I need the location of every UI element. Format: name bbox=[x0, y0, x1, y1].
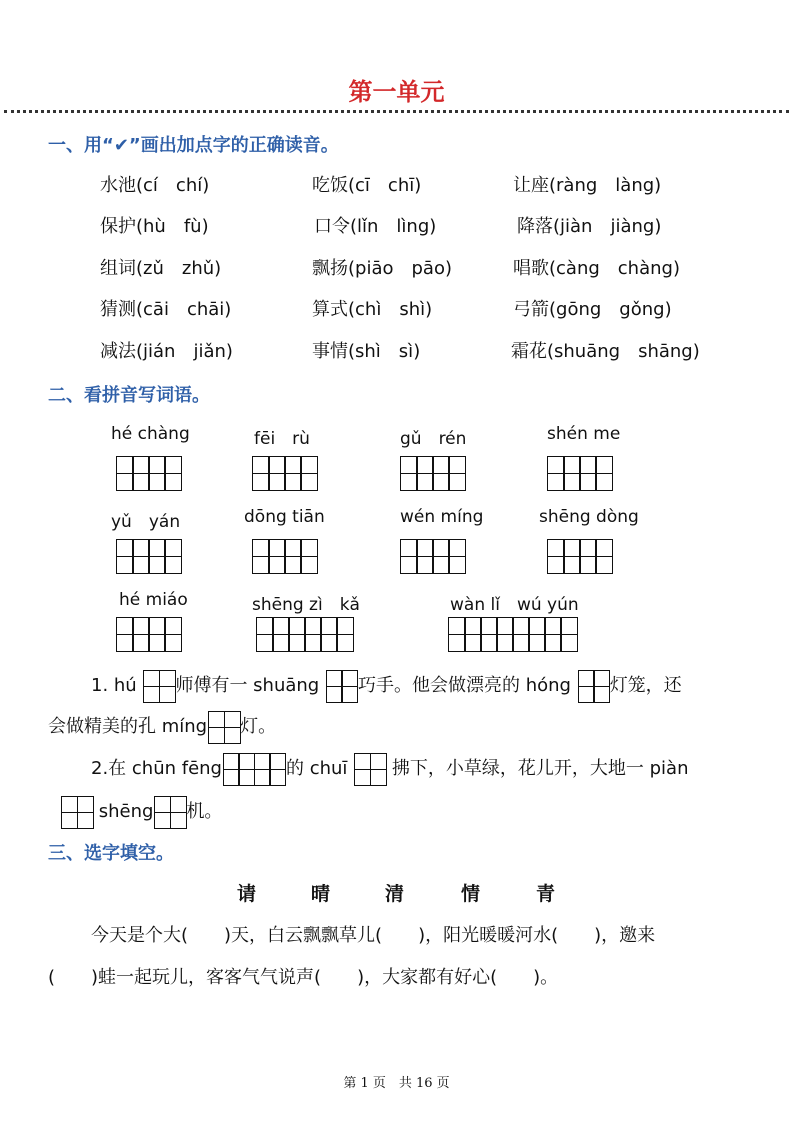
char-box[interactable] bbox=[154, 796, 185, 828]
pinyin-label: fēi rù bbox=[254, 429, 310, 449]
char-box[interactable] bbox=[578, 670, 609, 702]
pinyin-label: hé chàng bbox=[111, 424, 190, 444]
writing-grid[interactable] bbox=[116, 617, 180, 651]
char-box[interactable] bbox=[143, 670, 174, 702]
writing-grid[interactable] bbox=[400, 456, 464, 490]
sentence-2-line-2 bbox=[60, 796, 222, 828]
pronunciation-item: 算式(chì shì) bbox=[312, 299, 433, 320]
pronunciation-item: 水池(cí chí) bbox=[100, 175, 210, 196]
writing-grid[interactable] bbox=[252, 456, 316, 490]
pronunciation-item: 唱歌(càng chàng) bbox=[513, 258, 680, 279]
char-box[interactable] bbox=[61, 796, 92, 828]
pronunciation-item: 吃饭(cī chī) bbox=[312, 175, 422, 196]
char-box[interactable] bbox=[326, 670, 357, 702]
pinyin-label: yǔ yán bbox=[111, 512, 181, 532]
page-title: 第一单元 bbox=[348, 77, 445, 106]
pronunciation-item: 组词(zǔ zhǔ) bbox=[100, 258, 222, 279]
choice-char: 青 bbox=[536, 883, 556, 905]
text: 灯。 bbox=[240, 716, 277, 737]
pronunciation-item: 霜花(shuāng shāng) bbox=[511, 341, 700, 362]
choice-char: 请 bbox=[237, 883, 257, 905]
char-box[interactable] bbox=[354, 753, 385, 785]
pronunciation-item: 猜测(cāi chāi) bbox=[100, 299, 232, 320]
writing-grid[interactable] bbox=[116, 539, 180, 573]
writing-grid[interactable] bbox=[256, 617, 352, 651]
choice-char: 情 bbox=[461, 883, 481, 905]
char-box[interactable] bbox=[223, 753, 285, 785]
pronunciation-item: 飘扬(piāo pāo) bbox=[312, 258, 452, 279]
text: 1. hú bbox=[91, 675, 137, 696]
writing-grid[interactable] bbox=[116, 456, 180, 490]
writing-grid[interactable] bbox=[252, 539, 316, 573]
char-box[interactable] bbox=[208, 711, 239, 743]
fill-blank-line-1: 今天是个大( )天，白云飘飘草儿( )，阳光暖暖河水( )，邀来 bbox=[91, 925, 656, 946]
pronunciation-item: 弓箭(gōng gǒng) bbox=[513, 299, 672, 320]
page-footer: 第 1 页 共 16 页 bbox=[343, 1076, 450, 1091]
writing-grid[interactable] bbox=[547, 456, 611, 490]
text: 巧手。他会做漂亮的 hóng bbox=[357, 675, 571, 696]
pronunciation-item: 保护(hù fù) bbox=[100, 216, 209, 237]
section3-heading: 三、选字填空。 bbox=[48, 843, 174, 864]
pinyin-label: shēng zì kǎ bbox=[252, 595, 360, 615]
sentence-1-line-1 bbox=[91, 670, 682, 702]
pinyin-label: shēng dòng bbox=[539, 507, 639, 527]
sentence-1-line-2 bbox=[48, 711, 276, 743]
writing-grid[interactable] bbox=[400, 539, 464, 573]
text: shēng bbox=[98, 801, 154, 822]
pinyin-label: dōng tiān bbox=[244, 507, 325, 527]
writing-grid[interactable] bbox=[547, 539, 611, 573]
pinyin-label: gǔ rén bbox=[400, 429, 467, 449]
text: 会做精美的孔 míng bbox=[48, 716, 208, 737]
dotted-divider bbox=[4, 110, 789, 113]
text: 的 chuī bbox=[285, 758, 348, 779]
fill-blank-line-2: ( )蛙一起玩儿，客客气气说声( )，大家都有好心( )。 bbox=[48, 967, 559, 988]
writing-grid[interactable] bbox=[448, 617, 576, 651]
text: 2.在 chūn fēng bbox=[91, 758, 222, 779]
pronunciation-item: 让座(ràng làng) bbox=[513, 175, 662, 196]
pronunciation-item: 事情(shì sì) bbox=[312, 341, 421, 362]
choice-char: 清 bbox=[385, 883, 405, 905]
pinyin-label: wén míng bbox=[400, 507, 484, 527]
section1-heading: 一、用“✔”画出加点字的正确读音。 bbox=[48, 135, 339, 156]
pinyin-label: shén me bbox=[547, 424, 621, 444]
text: 机。 bbox=[186, 801, 223, 822]
text: 师傅有一 shuāng bbox=[175, 675, 320, 696]
pinyin-label: wàn lǐ wú yún bbox=[450, 595, 579, 615]
pronunciation-item: 减法(jián jiǎn) bbox=[100, 341, 233, 362]
pronunciation-item: 口令(lǐn lìng) bbox=[314, 216, 437, 237]
text: 拂下，小草绿，花儿开，大地一 piàn bbox=[391, 758, 689, 779]
text: 灯笼，还 bbox=[609, 675, 682, 696]
pinyin-label: hé miáo bbox=[119, 590, 188, 610]
section2-heading: 二、看拼音写词语。 bbox=[48, 385, 210, 406]
choice-char: 晴 bbox=[311, 883, 331, 905]
pronunciation-item: 降落(jiàn jiàng) bbox=[517, 216, 662, 237]
sentence-2-line-1 bbox=[91, 753, 688, 785]
